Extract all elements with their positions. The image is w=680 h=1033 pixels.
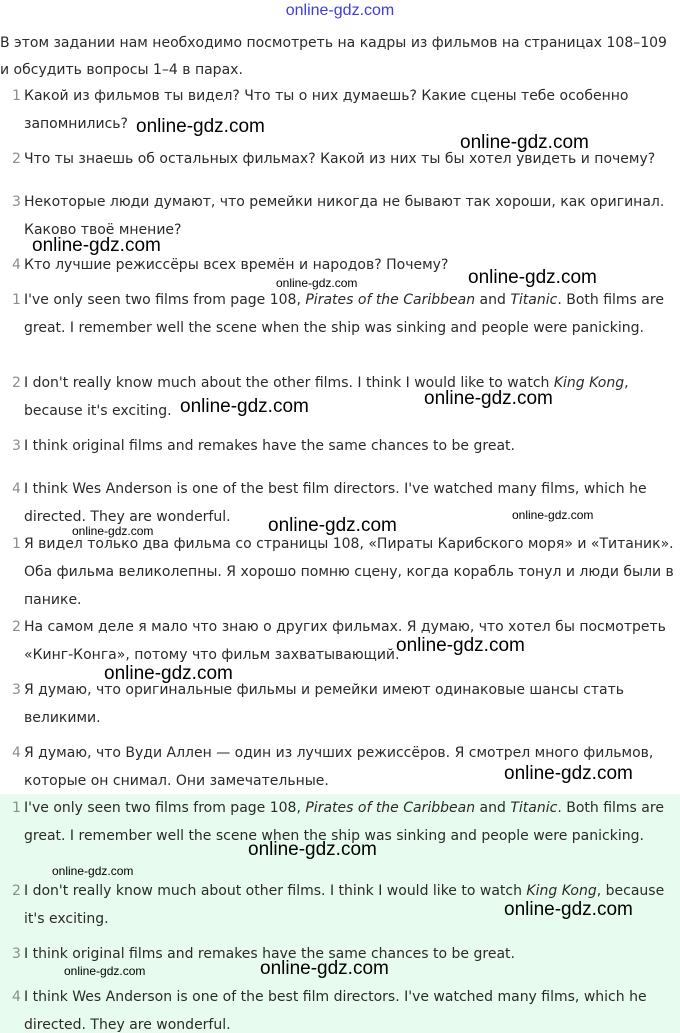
question-text: Кто лучшие режиссёры всех времён и народов? Почему? — [24, 257, 449, 273]
item-number: 2 — [12, 619, 21, 635]
question-text: Какой из фильмов ты видел? Что ты о них думаешь? Какие сцены тебе особенно запомнились? — [24, 88, 629, 132]
task-intro: В этом задании нам необходимо посмотреть на кадры из фильмов на страницах 108–109 и обсудить вопросы 1–4 в парах. — [0, 35, 667, 78]
watermark: online-gdz.com — [260, 958, 389, 979]
watermark: online-gdz.com — [468, 267, 597, 288]
item-number: 1 — [12, 88, 21, 104]
watermark: online-gdz.com — [268, 515, 397, 536]
watermark: online-gdz.com — [276, 276, 358, 290]
answer-text: Я думаю, что Вуди Аллен — один из лучших режиссёров. Я смотрел много фильмов, которые он снимал. Они замечательные. — [24, 745, 654, 789]
question-text: Что ты знаешь об остальных фильмах? Какой из них ты бы хотел увидеть и почему? — [24, 151, 656, 167]
item-number: 2 — [12, 375, 21, 391]
watermark: online-gdz.com — [104, 663, 233, 684]
watermark: online-gdz.com — [504, 763, 633, 784]
answer-text: I think original films and remakes have the same chances to be great. — [24, 946, 515, 962]
answer-text: I don't really know much about the other films. I think I would like to watch King Kong, because it's exciting. — [24, 375, 629, 419]
item-number: 4 — [12, 257, 21, 273]
question-item — [0, 82, 680, 138]
answer-final-item — [0, 983, 680, 1033]
answer-text: Я видел только два фильма со страницы 108, «Пираты Карибского моря» и «Титаник». Оба фильма великолепны. Я хорошо помню сцену, когда корабль тонул и люди были в панике. — [24, 536, 674, 608]
item-number: 3 — [12, 194, 21, 210]
answer-ru-item — [0, 613, 680, 669]
item-number: 3 — [12, 682, 21, 698]
answer-ru-item — [0, 530, 680, 614]
watermark: online-gdz.com — [512, 508, 594, 522]
watermark: online-gdz.com — [460, 132, 589, 153]
watermark: online-gdz.com — [180, 396, 309, 417]
watermark: online-gdz.com — [424, 388, 553, 409]
watermark: online-gdz.com — [32, 235, 161, 256]
item-number: 2 — [12, 883, 21, 899]
answer-en-item — [0, 369, 680, 425]
answer-text: I don't really know much about other films. I think I would like to watch King Kong, because it's exciting. — [24, 883, 665, 927]
answer-text: I think original films and remakes have the same chances to be great. — [24, 438, 515, 454]
item-number: 4 — [12, 989, 21, 1005]
item-number: 1 — [12, 536, 21, 552]
watermark: online-gdz.com — [52, 864, 134, 878]
item-number: 1 — [12, 800, 21, 816]
answer-text: I've only seen two films from page 108, Pirates of the Caribbean and Titanic. Both films are great. I remember well the scene when the ship was sinking and people were panicking. — [24, 800, 664, 844]
item-number: 3 — [12, 946, 21, 962]
question-text: Некоторые люди думают, что ремейки никогда не бывают так хороши, как оригинал. Каково твоё мнение? — [24, 194, 665, 238]
answer-text: I think Wes Anderson is one of the best film directors. I've watched many films, which he directed. They are wonderful. — [24, 481, 647, 525]
answer-text: На самом деле я мало что знаю о других фильмах. Я думаю, что хотел бы посмотреть «Кинг-Конга», потому что фильм захватывающий. — [24, 619, 666, 663]
watermark: online-gdz.com — [136, 116, 265, 137]
answer-en-item — [0, 432, 680, 460]
answer-en-item — [0, 286, 680, 342]
watermark: online-gdz.com — [396, 635, 525, 656]
watermark: online-gdz.com — [72, 524, 154, 538]
answer-text: Я думаю, что оригинальные фильмы и ремейки имеют одинаковые шансы стать великими. — [24, 682, 624, 726]
item-number: 1 — [12, 292, 21, 308]
answer-ru-item — [0, 676, 680, 732]
watermark: online-gdz.com — [504, 899, 633, 920]
site-link[interactable]: online-gdz.com — [285, 2, 395, 19]
item-number: 4 — [12, 481, 21, 497]
item-number: 2 — [12, 151, 21, 167]
watermark: online-gdz.com — [248, 839, 377, 860]
watermark: online-gdz.com — [64, 964, 146, 978]
item-number: 3 — [12, 438, 21, 454]
answer-text: I've only seen two films from page 108, Pirates of the Caribbean and Titanic. Both films are great. I remember well the scene when the ship was sinking and people were panicking. — [24, 292, 664, 336]
answer-text: I think Wes Anderson is one of the best film directors. I've watched many films, which he directed. They are wonderful. — [24, 989, 647, 1033]
item-number: 4 — [12, 745, 21, 761]
